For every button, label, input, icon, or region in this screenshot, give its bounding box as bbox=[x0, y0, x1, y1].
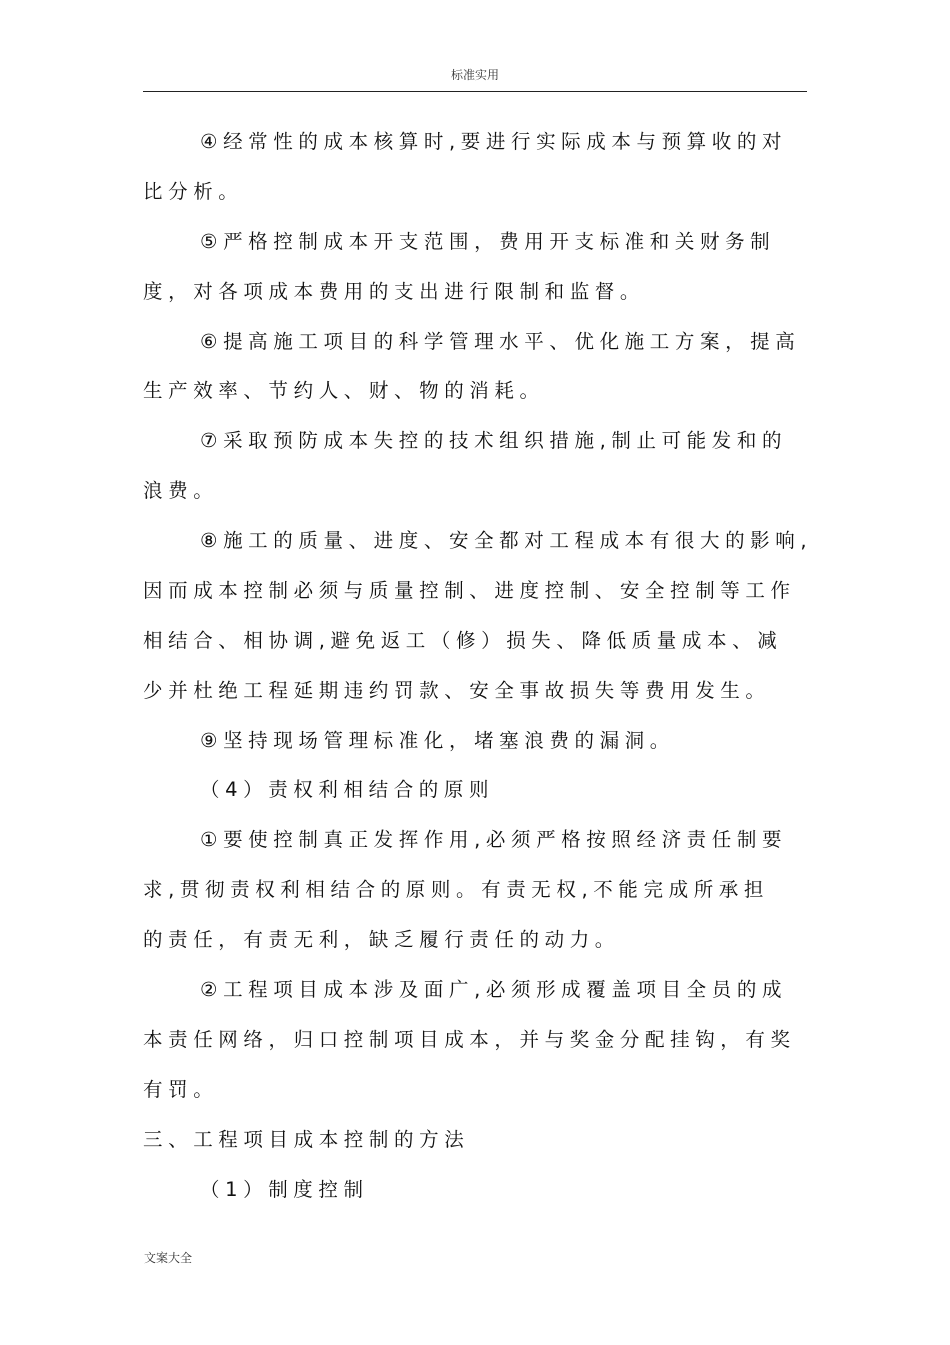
section-heading: （1）制度控制 bbox=[200, 1178, 369, 1201]
text-line: ⑧施工的质量、进度、安全都对工程成本有很大的影响, bbox=[200, 529, 813, 552]
text-line: 比分析。 bbox=[143, 180, 244, 203]
text-line: 本责任网络，归口控制项目成本，并与奖金分配挂钩，有奖 bbox=[143, 1028, 796, 1051]
text-line: 浪费。 bbox=[143, 479, 219, 502]
text-line: 因而成本控制必须与质量控制、进度控制、安全控制等工作 bbox=[143, 579, 796, 602]
text-line: 有罚。 bbox=[143, 1078, 219, 1101]
page-header: 标准实用 bbox=[450, 68, 499, 82]
text-line: 度，对各项成本费用的支出进行限制和监督。 bbox=[143, 280, 646, 303]
text-line: ④经常性的成本核算时,要进行实际成本与预算收的对 bbox=[200, 130, 788, 153]
text-line: ⑤严格控制成本开支范围，费用开支标准和关财务制 bbox=[200, 230, 776, 253]
text-line: 求,贯彻责权利相结合的原则。有责无权,不能完成所承担 bbox=[143, 878, 769, 901]
chapter-heading: 三、工程项目成本控制的方法 bbox=[143, 1128, 470, 1151]
text-line: ②工程项目成本涉及面广,必须形成覆盖项目全员的成 bbox=[200, 978, 788, 1001]
text-line: ⑨坚持现场管理标准化，堵塞浪费的漏洞。 bbox=[200, 729, 675, 752]
page-footer: 文案大全 bbox=[144, 1251, 193, 1265]
section-heading: （4）责权利相结合的原则 bbox=[200, 778, 495, 801]
text-line: ⑦采取预防成本失控的技术组织措施,制止可能发和的 bbox=[200, 429, 788, 452]
text-line: ①要使控制真正发挥作用,必须严格按照经济责任制要 bbox=[200, 828, 788, 851]
text-line: 少并杜绝工程延期违约罚款、安全事故损失等费用发生。 bbox=[143, 679, 771, 702]
header-divider bbox=[143, 91, 807, 92]
text-line: 的责任，有责无利，缺乏履行责任的动力。 bbox=[143, 928, 620, 951]
text-line: 生产效率、节约人、财、物的消耗。 bbox=[143, 379, 545, 402]
text-line: ⑥提高施工项目的科学管理水平、优化施工方案，提高 bbox=[200, 330, 801, 353]
text-line: 相结合、相协调,避免返工（修）损失、降低质量成本、减 bbox=[143, 629, 783, 652]
